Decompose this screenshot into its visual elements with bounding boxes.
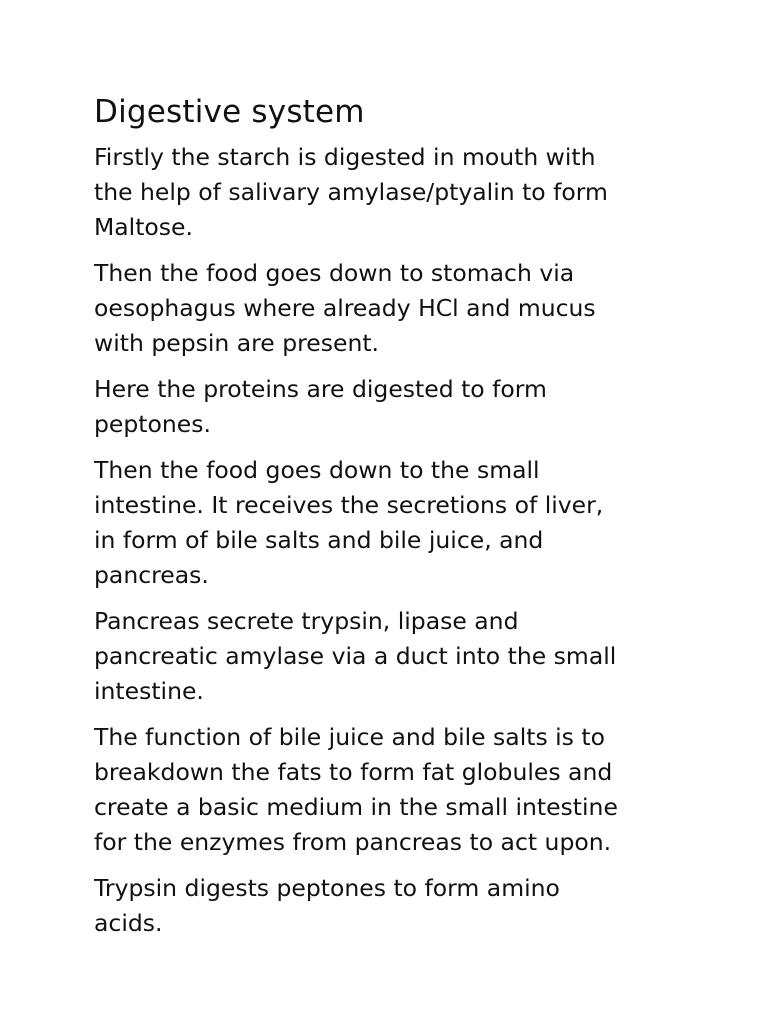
paragraph-small-intestine: Then the food goes down to the small intestine. It receives the secretions of liver, in form of bile salts and bile juice, and pancreas. bbox=[94, 456, 604, 589]
paragraph-bile-function: The function of bile juice and bile salts is to breakdown the fats to form fat globules and create a basic medium in the small intestine for the enzymes from pancreas to act upon. bbox=[94, 723, 618, 856]
paragraph-stomach: Then the food goes down to stomach via oesophagus where already HCl and mucus with pepsin are present. bbox=[94, 259, 596, 357]
document-title: Digestive system bbox=[94, 94, 365, 130]
document-page bbox=[94, 92, 694, 952]
paragraph-pancreas: Pancreas secrete trypsin, lipase and pancreatic amylase via a duct into the small intestine. bbox=[94, 607, 617, 705]
paragraph-protein-digestion: Here the proteins are digested to form peptones. bbox=[94, 375, 547, 438]
paragraph-starch-digestion: Firstly the starch is digested in mouth with the help of salivary amylase/ptyalin to form Maltose. bbox=[94, 143, 608, 241]
paragraph-trypsin: Trypsin digests peptones to form amino acids. bbox=[94, 874, 560, 937]
